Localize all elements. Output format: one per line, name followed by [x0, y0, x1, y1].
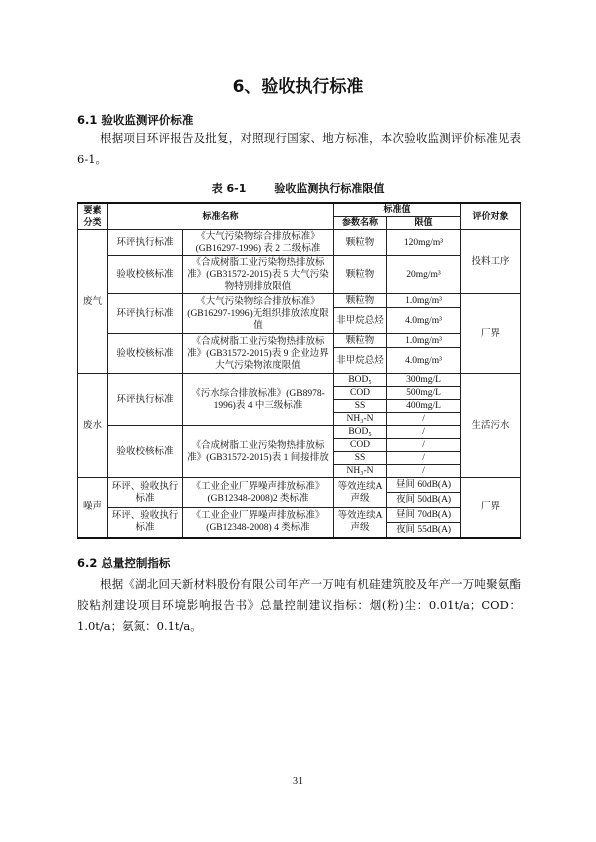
header-eval-object: 评价对象: [461, 203, 521, 230]
param-cell: COD: [334, 439, 387, 452]
standard-cell: 《合成树脂工业污染物热排放标准》(GB31572-2015)表 9 企业边界大气污染物浓度限值: [183, 334, 334, 374]
row-type: 环评、验收执行标准: [108, 508, 183, 538]
row-type: 环评执行标准: [108, 230, 183, 256]
row-type: 环评执行标准: [108, 374, 183, 426]
limit-cell: 300mg/L: [387, 374, 461, 387]
limit-cell: /: [387, 426, 461, 439]
limit-cell: 4.0mg/m³: [387, 308, 461, 334]
standards-table: [77, 202, 521, 539]
section-paragraph-6-1: 根据项目环评报告及批复，对照现行国家、地方标准，本次验收监测评价标准见表6-1。: [77, 131, 521, 166]
limit-cell: 夜间 50dB(A): [387, 493, 461, 508]
param-cell: NH₃-N: [334, 465, 387, 478]
standard-cell: 《工业企业厂界噪声排放标准》(GB12348-2008)2 类标准: [183, 478, 334, 508]
limit-cell: 夜间 55dB(A): [387, 523, 461, 538]
section-title-6-2: 6.2 总量控制指标: [77, 556, 171, 570]
limit-cell: 昼间 60dB(A): [387, 478, 461, 493]
table-caption-number: 表 6-1: [211, 182, 247, 195]
eval-cell: 投料工序: [461, 230, 521, 294]
limit-cell: 4.0mg/m³: [387, 348, 461, 374]
header-param-name: 参数名称: [334, 217, 387, 230]
row-type: 验收校核标准: [108, 256, 183, 294]
eval-cell: 厂界: [461, 294, 521, 374]
param-cell: BOD₅: [334, 374, 387, 387]
section-title-6-1: 6.1 验收监测评价标准: [77, 113, 194, 127]
limit-cell: /: [387, 465, 461, 478]
standard-cell: 《工业企业厂界噪声排放标准》(GB12348-2008) 4 类标准: [183, 508, 334, 538]
param-cell: 颗粒物: [334, 230, 387, 256]
eval-cell: 厂界: [461, 478, 521, 538]
param-cell: 非甲烷总烃: [334, 308, 387, 334]
header-standard-value: 标准值: [334, 203, 461, 217]
eval-cell: 生活污水: [461, 374, 521, 478]
category-noise: 噪声: [78, 478, 108, 538]
limit-cell: 400mg/L: [387, 400, 461, 413]
table-caption: [0, 180, 596, 196]
category-gas: 废气: [78, 230, 108, 374]
standard-cell: 《污水综合排放标准》(GB8978-1996)表 4 中三级标准: [183, 374, 334, 426]
row-type: 验收校核标准: [108, 426, 183, 478]
param-cell: 等效连续A 声级: [334, 508, 387, 538]
section-paragraph-6-2: 根据《湖北回天新材料股份有限公司年产一万吨有机硅建筑胶及年产一万吨聚氨酯胶粘剂建设项目环境影响报告书》总量控制建议指标：烟(粉)尘：0.01t/a；COD：1.0t/a；氨氮：0.1t/a。: [77, 577, 521, 633]
limit-cell: /: [387, 439, 461, 452]
standard-cell: 《大气污染物综合排放标准》(GB16297-1996) 表 2 二级标准: [183, 230, 334, 256]
standard-cell: 《大气污染物综合排放标准》(GB16297-1996)无组织排放浓度限值: [183, 294, 334, 334]
header-limit: 限值: [387, 217, 461, 230]
page-number: 31: [293, 776, 303, 787]
limit-cell: 1.0mg/m³: [387, 294, 461, 308]
row-type: 环评、验收执行标准: [108, 478, 183, 508]
header-category: 要素分类: [78, 203, 108, 230]
standard-cell: 《合成树脂工业污染物热排放标准》(GB31572-2015)表 1 间接排放: [183, 426, 334, 478]
limit-cell: /: [387, 413, 461, 426]
param-cell: 颗粒物: [334, 256, 387, 294]
limit-cell: /: [387, 452, 461, 465]
param-cell: NH₃-N: [334, 413, 387, 426]
standard-cell: 《合成树脂工业污染物热排放标准》(GB31572-2015)表 5 大气污染物特别排放限值: [183, 256, 334, 294]
param-cell: BOD₅: [334, 426, 387, 439]
limit-cell: 20mg/m³: [387, 256, 461, 294]
table-caption-title: 验收监测执行标准限值: [274, 182, 385, 195]
limit-cell: 1.0mg/m³: [387, 334, 461, 348]
param-cell: 颗粒物: [334, 294, 387, 308]
category-water: 废水: [78, 374, 108, 478]
param-cell: SS: [334, 452, 387, 465]
page-heading: 6、验收执行标准: [232, 77, 364, 97]
limit-cell: 120mg/m³: [387, 230, 461, 256]
param-cell: 等效连续A 声级: [334, 478, 387, 508]
param-cell: SS: [334, 400, 387, 413]
row-type: 验收校核标准: [108, 334, 183, 374]
param-cell: 非甲烷总烃: [334, 348, 387, 374]
header-standard-name: 标准名称: [108, 203, 334, 230]
row-type: 环评执行标准: [108, 294, 183, 334]
param-cell: 颗粒物: [334, 334, 387, 348]
param-cell: COD: [334, 387, 387, 400]
limit-cell: 昼间 70dB(A): [387, 508, 461, 523]
limit-cell: 500mg/L: [387, 387, 461, 400]
